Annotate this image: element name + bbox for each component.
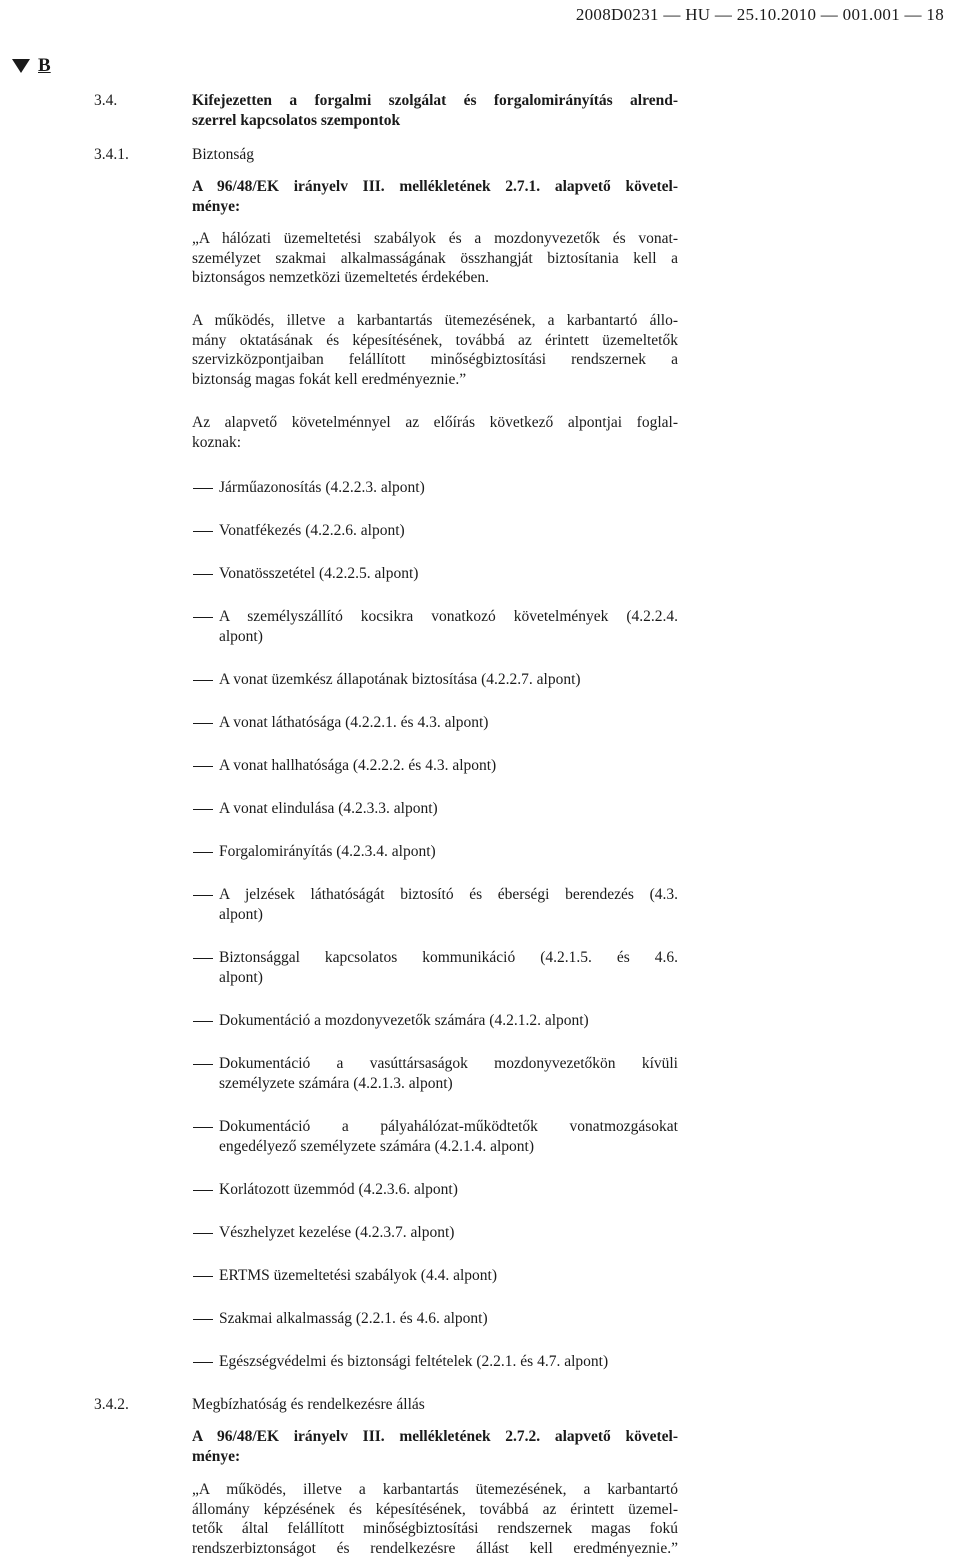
req-line: ménye: [192,1447,241,1465]
dash-icon [192,1011,219,1031]
list-item [192,885,678,924]
quote-line: „A működés, illetve a karbantartás ütemezésének, a karbantartó [192,1481,678,1498]
amendment-marker [12,56,51,76]
dash-icon [192,799,219,819]
item-text: ERTMS üzemeltetési szabályok (4.4. alpont) [219,1267,498,1284]
item-text: Szakmai alkalmasság (2.2.1. és 4.6. alpont) [219,1310,488,1327]
intro-line: Az alapvető követelménnyel az előírás következő alpontjai foglal- [192,414,678,431]
list-item [192,842,678,862]
requirement-heading [192,1427,678,1466]
quote-line: tetők által felállított minőségbiztosítási rendszernek magas fokú [192,1520,678,1537]
item-text: Dokumentáció a pályahálózat-működtetők vonatmozgásokat [219,1118,678,1135]
quote-line: állomány képzésének és képesítésének, továbbá az érintett üzemel- [192,1500,678,1518]
list-item [192,756,678,776]
quote-line: „A hálózati üzemeltetési szabályok és a mozdonyvezetők és vonat- [192,230,678,247]
dash-icon [192,1180,219,1200]
dash-icon [192,670,219,690]
item-text: Korlátozott üzemmód (4.2.3.6. alpont) [219,1181,458,1198]
item-text: alpont) [219,968,263,986]
section-number: 3.4.2. [94,1396,129,1413]
item-text: A vonat hallhatósága (4.2.2.2. és 4.3. alpont) [219,757,497,774]
item-text: A vonat elindulása (4.2.3.3. alpont) [219,800,438,817]
dash-icon [192,1117,219,1156]
item-text: Vészhelyzet kezelése (4.2.3.7. alpont) [219,1224,455,1241]
item-text: Vonatösszetétel (4.2.2.5. alpont) [219,565,419,582]
quote-line: biztonság magas fokát kell eredményeznie.” [192,370,467,388]
title-line: szerrel kapcsolatos szempontok [192,111,401,129]
list-item [192,521,678,541]
section-number: 3.4.1. [94,146,129,163]
req-line: ménye: [192,197,241,215]
section-title [192,91,678,130]
dash-icon [192,521,219,541]
dash-icon [192,1309,219,1329]
list-item [192,1180,678,1200]
list-item [192,670,678,690]
list-item [192,1223,678,1243]
list-item [192,1352,678,1372]
list-item [192,607,678,646]
dash-icon [192,564,219,584]
requirement-heading [192,177,678,216]
quote-line: A működés, illetve a karbantartás ütemezésének, a karbantartó állo- [192,312,678,329]
list-item [192,1266,678,1286]
item-text: Egészségvédelmi és biztonsági feltételek (2.2.1. és 4.7. alpont) [219,1353,609,1370]
item-text: Forgalomirányítás (4.2.3.4. alpont) [219,843,436,860]
section-title: Megbízhatóság és rendelkezésre állás [192,1396,425,1413]
dash-icon [192,842,219,862]
title-line: Kifejezetten a forgalmi szolgálat és forgalomirányítás alrend- [192,92,678,109]
list-item [192,1011,678,1031]
list-item [192,1117,678,1156]
req-line: A 96/48/EK irányelv III. mellékletének 2.7.1. alapvető követel- [192,178,678,195]
quote-line: mány oktatásának és képesítésének, továbbá az érintett üzemeltetők [192,331,678,349]
item-text: Járműazonosítás (4.2.2.3. alpont) [219,479,425,496]
item-text: A személyszállító kocsikra vonatkozó követelmények (4.2.2.4. [219,608,678,625]
list-item [192,948,678,987]
dash-icon [192,607,219,646]
quote-paragraph [192,1480,678,1558]
quote-paragraph [192,229,678,288]
item-text: Dokumentáció a mozdonyvezetők számára (4.2.1.2. alpont) [219,1012,589,1029]
dash-icon [192,1266,219,1286]
marker-label: B [38,55,51,76]
dash-icon [192,478,219,498]
list-item [192,799,678,819]
list-item [192,713,678,733]
item-text: alpont) [219,905,263,923]
list-item [192,1054,678,1093]
triangle-down-icon [12,59,30,73]
req-line: A 96/48/EK irányelv III. mellékletének 2.7.2. alapvető követel- [192,1428,678,1445]
item-text: Vonatfékezés (4.2.2.6. alpont) [219,522,405,539]
dash-icon [192,756,219,776]
item-text: személyzete számára (4.2.1.3. alpont) [219,1074,453,1092]
dash-icon [192,1054,219,1093]
dash-icon [192,1223,219,1243]
quote-line: biztonságos nemzetközi üzemeltetés érdekében. [192,269,489,286]
quote-paragraph [192,311,678,389]
item-text: engedélyező személyzete számára (4.2.1.4. alpont) [219,1137,535,1155]
quote-line: személyzet szakmai alkalmasságának összhangját biztosítania kell a [192,249,678,267]
quote-line: rendszerbiztonságot és rendelkezésre állást kell eredményeznie.” [192,1539,678,1557]
section-title: Biztonság [192,146,254,163]
list-item [192,1309,678,1329]
item-text: A vonat üzemkész állapotának biztosítása (4.2.2.7. alpont) [219,671,581,688]
item-text: Dokumentáció a vasúttársaságok mozdonyvezetőkön kívüli [219,1055,678,1072]
item-text: A jelzések láthatóságát biztosító és éberségi berendezés (4.3. [219,886,678,903]
item-text: Biztonsággal kapcsolatos kommunikáció (4.2.1.5. és 4.6. [219,949,678,966]
item-text: alpont) [219,627,263,645]
dash-icon [192,948,219,987]
intro-paragraph [192,413,678,452]
item-text: A vonat láthatósága (4.2.2.1. és 4.3. alpont) [219,714,489,731]
dash-icon [192,713,219,733]
list-item [192,564,678,584]
dash-icon [192,1352,219,1372]
list-item [192,478,678,498]
quote-line: szervizközpontjaiban felállított minőségbiztosítási rendszernek a [192,351,678,368]
dash-icon [192,885,219,924]
section-number: 3.4. [94,92,118,109]
intro-line: koznak: [192,433,242,451]
running-header: 2008D0231 — HU — 25.10.2010 — 001.001 — 18 [575,5,944,24]
